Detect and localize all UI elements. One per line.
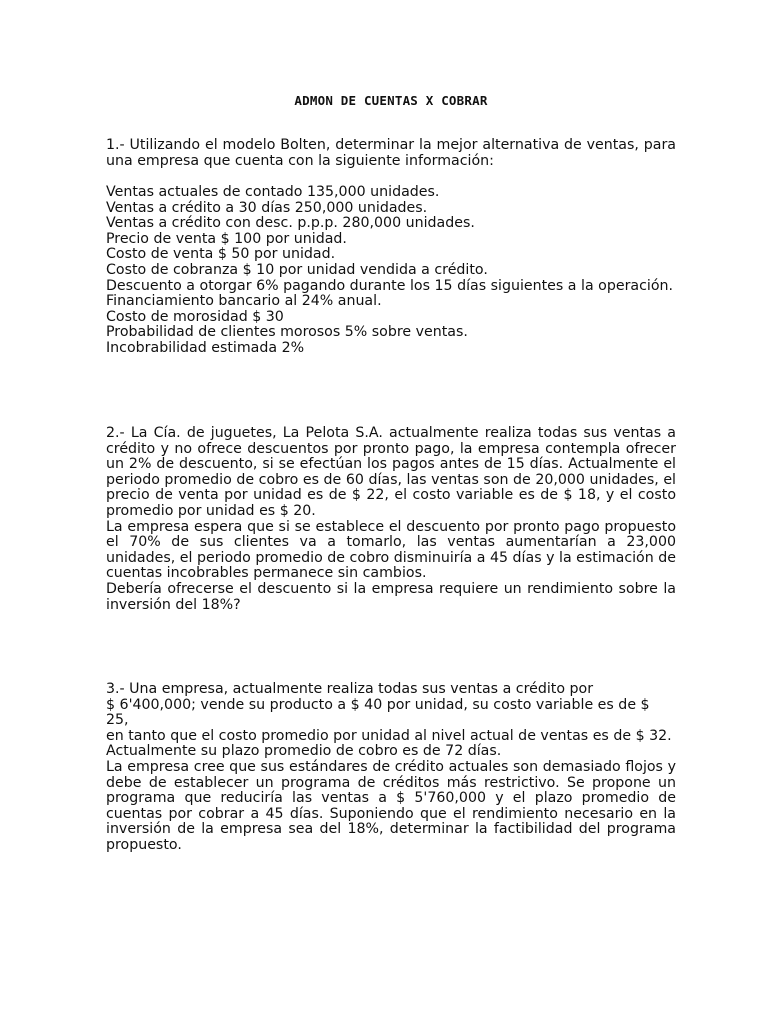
list-item: Ventas a crédito a 30 días 250,000 unidades. [106, 199, 428, 216]
question-3-line-3: en tanto que el costo promedio por unidad al nivel actual de ventas es de $ 32. [106, 727, 672, 744]
list-item: Financiamiento bancario al 24% anual. [106, 293, 382, 310]
list-item: Precio de venta $ 100 por unidad. [106, 230, 347, 247]
document-title: ADMON DE CUENTAS X COBRAR [294, 93, 488, 108]
question-1-intro [106, 138, 676, 169]
question-2-paragraph-3: Debería ofrecerse el descuento si la empresa requiere un rendimiento sobre la inversión del 18%? [106, 580, 676, 613]
question-3-line-2: $ 6'400,000; vende su producto a $ 40 por unidad, su costo variable es de $ 25, [106, 696, 650, 729]
list-item: Ventas a crédito con desc. p.p.p. 280,000 unidades. [106, 215, 475, 232]
list-item: Incobrabilidad estimada 2% [106, 339, 305, 356]
question-3-paragraph-2: La empresa cree que sus estándares de crédito actuales son demasiado flojos y debe de establecer un programa de créditos más restrictivo. Se propone un programa que reduciría las ventas a $ 5'760,000 y el plazo promedio de cuentas por cobrar a 45 días. Suponiendo que el rendimiento necesario en la inversión de la empresa sea del 18%, determinar la factibilidad del programa propuesto. [106, 758, 676, 853]
question-3-line-1: 3.- Una empresa, actualmente realiza todas sus ventas a crédito por [106, 681, 594, 697]
question-2-paragraph-1: 2.- La Cía. de juguetes, La Pelota S.A. actualmente realiza todas sus ventas a crédito y no ofrece descuentos por pronto pago, la empresa contempla ofrecer un 2% de descuento, si se efectúan los pagos antes de 15 días. Actualmente el periodo promedio de cobro es de 60 días, las ventas son de 20,000 unidades, el precio de venta por unidad es de $ 22, el costo variable es de $ 18, y el costo promedio por unidad es $ 20. [106, 425, 676, 519]
list-item: Costo de venta $ 50 por unidad. [106, 246, 336, 263]
list-item: Costo de cobranza $ 10 por unidad vendida a crédito. [106, 261, 488, 278]
list-item: Ventas actuales de contado 135,000 unidades. [106, 184, 440, 200]
list-item: Probabilidad de clientes morosos 5% sobre ventas. [106, 324, 468, 341]
list-item: Descuento a otorgar 6% pagando durante los 15 días siguientes a la operación. [106, 277, 674, 294]
question-2 [106, 426, 676, 613]
question-3 [106, 682, 676, 854]
question-1-data-list [106, 185, 676, 357]
question-1-text: 1.- Utilizando el modelo Bolten, determinar la mejor alternativa de ventas, para una empresa que cuenta con la siguiente información: [106, 137, 676, 169]
list-item: Costo de morosidad $ 30 [106, 308, 284, 325]
question-3-line-4: Actualmente su plazo promedio de cobro es de 72 días. [106, 743, 502, 760]
question-2-paragraph-2: La empresa espera que si se establece el descuento por pronto pago propuesto el 70% de sus clientes va a tomarlo, las ventas aumentarían a 23,000 unidades, el periodo promedio de cobro disminuiría a 45 días y la estimación de cuentas incobrables permanece sin cambios. [106, 518, 676, 582]
